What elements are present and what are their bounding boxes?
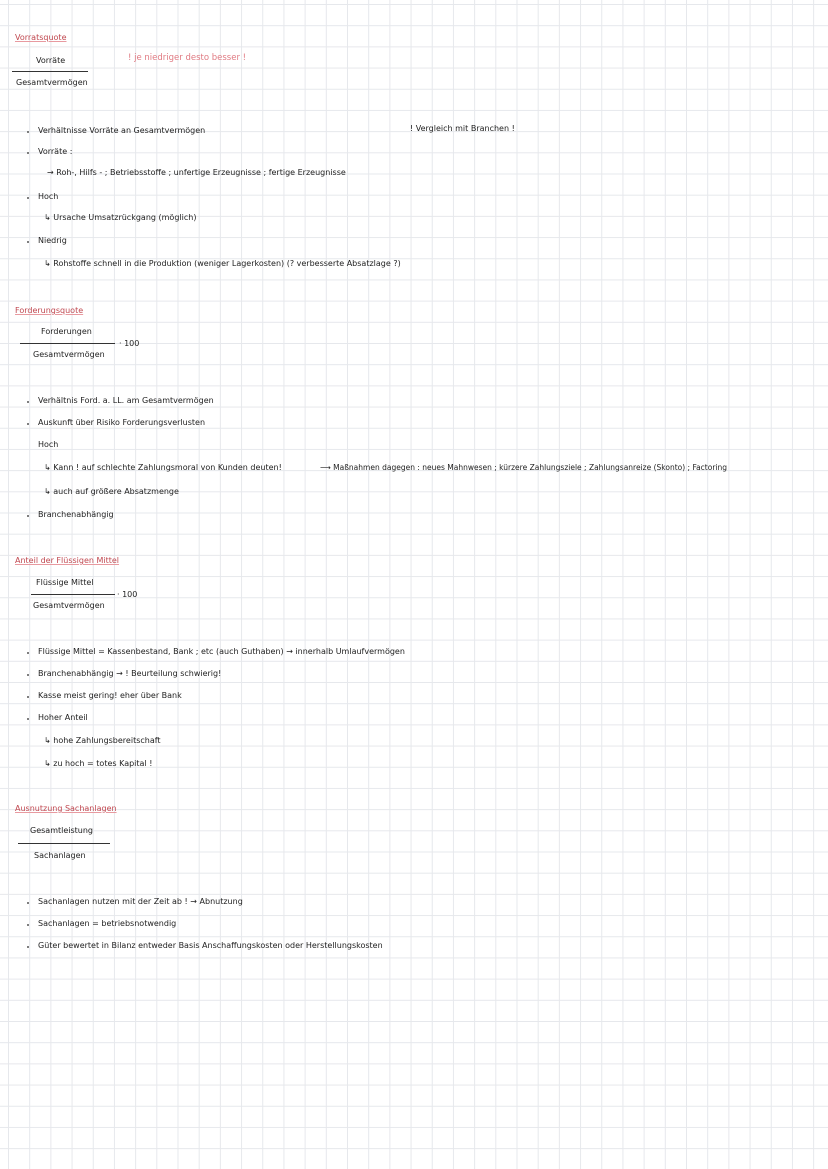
bullet (27, 152, 29, 154)
bullet (27, 515, 29, 517)
bullet (27, 946, 29, 948)
fluessige-mittel-denominator: Gesamtvermögen (33, 601, 105, 610)
fluessige-mittel-point-4-detail-1: ↳ hohe Zahlungsbereitschaft (44, 736, 161, 745)
forderungsquote-denominator: Gesamtvermögen (33, 350, 105, 359)
bullet (27, 902, 29, 904)
bullet (27, 674, 29, 676)
vorratsquote-point-3: Hoch (38, 192, 59, 201)
vorratsquote-heading: Vorratsquote (15, 33, 67, 42)
vorratsquote-point-4: Niedrig (38, 236, 67, 245)
fraction-bar (20, 343, 115, 344)
vorratsquote-numerator: Vorräte (36, 56, 66, 65)
bullet (27, 924, 29, 926)
fluessige-mittel-point-3: Kasse meist gering! eher über Bank (38, 691, 182, 700)
vorratsquote-point-4-detail: ↳ Rohstoffe schnell in die Produktion (weniger Lagerkosten) (? verbesserte Absatzlage ?) (44, 259, 401, 268)
vorratsquote-note: ! Vergleich mit Branchen ! (410, 124, 515, 133)
forderungsquote-point-3-detail-2: ↳ auch auf größere Absatzmenge (44, 487, 179, 496)
forderungsquote-point-4: Branchenabhängig (38, 510, 114, 519)
fluessige-mittel-heading: Anteil der Flüssigen Mittel (15, 556, 120, 565)
fluessige-mittel-factor: · 100 (117, 590, 138, 599)
vorratsquote-denominator: Gesamtvermögen (16, 78, 88, 87)
bullet (27, 423, 29, 425)
bullet (27, 401, 29, 403)
fraction-bar (18, 843, 110, 844)
vorratsquote-point-2-detail: → Roh-, Hilfs - ; Betriebsstoffe ; unfertige Erzeugnisse ; fertige Erzeugnisse (47, 168, 346, 177)
bullet (27, 197, 29, 199)
forderungsquote-factor: · 100 (119, 339, 140, 348)
sachanlagen-heading: Ausnutzung Sachanlagen (15, 804, 117, 813)
forderungsquote-point-1: Verhältnis Ford. a. LL. am Gesamtvermögen (38, 396, 214, 405)
forderungsquote-point-2: Auskunft über Risiko Forderungsverlusten (38, 418, 206, 427)
forderungsquote-point-3-detail-1: ↳ Kann ! auf schlechte Zahlungsmoral von Kunden deuten! (44, 463, 282, 472)
bullet (27, 131, 29, 133)
fluessige-mittel-point-4-detail-2: ↳ zu hoch = totes Kapital ! (44, 759, 153, 768)
fraction-bar (31, 594, 115, 595)
bullet (27, 241, 29, 243)
sachanlagen-point-3: Güter bewertet in Bilanz entweder Basis Anschaffungskosten oder Herstellungskosten (38, 941, 383, 950)
bullet (27, 652, 29, 654)
fraction-bar (12, 71, 88, 72)
fluessige-mittel-point-1: Flüssige Mittel = Kassenbestand, Bank ; etc (auch Guthaben) → innerhalb Umlaufvermögen (38, 647, 405, 656)
bullet (27, 696, 29, 698)
sachanlagen-numerator: Gesamtleistung (30, 826, 94, 835)
vorratsquote-point-3-detail: ↳ Ursache Umsatzrückgang (möglich) (44, 213, 197, 222)
fluessige-mittel-point-4: Hoher Anteil (38, 713, 88, 722)
forderungsquote-measures: ⟶ Maßnahmen dagegen : neues Mahnwesen ; kürzere Zahlungsziele ; Zahlungsanreize (Skonto) ; Factoring (320, 463, 728, 472)
fluessige-mittel-numerator: Flüssige Mittel (36, 578, 94, 587)
fluessige-mittel-point-2: Branchenabhängig → ! Beurteilung schwierig! (38, 669, 222, 678)
bullet (27, 718, 29, 720)
sachanlagen-point-2: Sachanlagen = betriebsnotwendig (38, 919, 177, 928)
vorratsquote-point-1: Verhältnisse Vorräte an Gesamtvermögen (38, 126, 206, 135)
vorratsquote-point-2: Vorräte : (38, 147, 73, 156)
forderungsquote-numerator: Forderungen (41, 327, 92, 336)
sachanlagen-point-1: Sachanlagen nutzen mit der Zeit ab ! → Abnutzung (38, 897, 243, 906)
sachanlagen-denominator: Sachanlagen (34, 851, 86, 860)
forderungsquote-point-3: Hoch (38, 440, 59, 449)
vorratsquote-hint: ! je niedriger desto besser ! (128, 53, 247, 63)
forderungsquote-heading: Forderungsquote (15, 306, 84, 315)
